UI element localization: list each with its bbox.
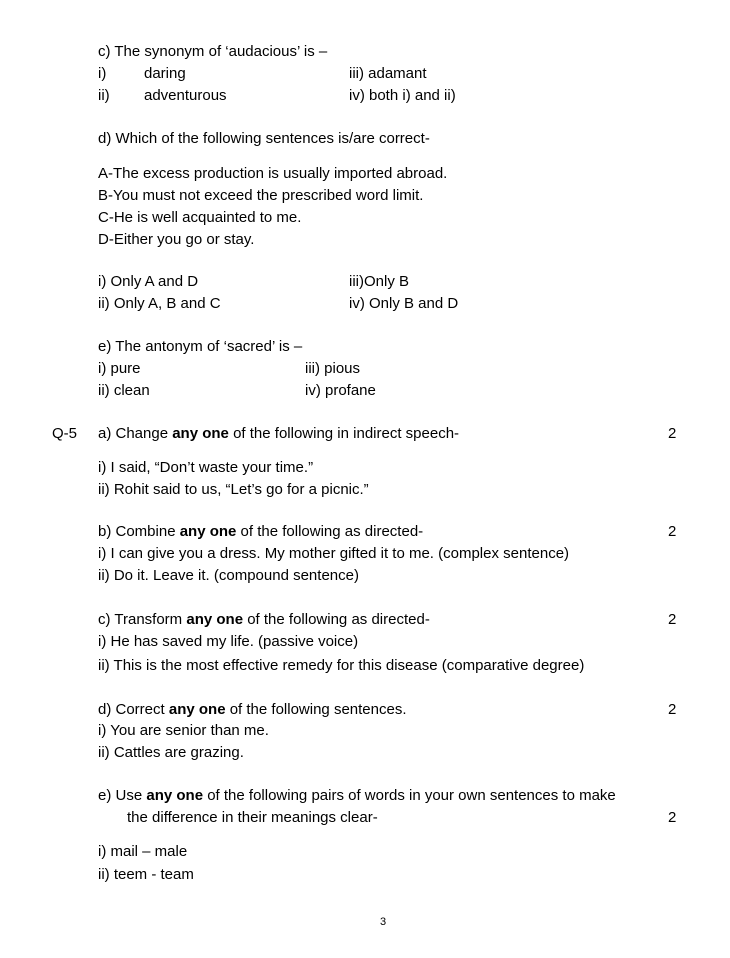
option-iii: iii) adamant <box>349 65 427 82</box>
q5e-marks: 2 <box>668 809 677 826</box>
q5b-item-ii: ii) Do it. Leave it. (compound sentence) <box>98 567 359 584</box>
q5b-marks: 2 <box>668 523 677 540</box>
option-ii-text: adventurous <box>144 87 227 104</box>
question-c-title: c) The synonym of ‘audacious’ is – <box>98 43 328 60</box>
sentence-b: B-You must not exceed the prescribed word limit. <box>98 187 424 204</box>
option-ii-number: ii) <box>98 87 110 104</box>
sentence-c: C-He is well acquainted to me. <box>98 209 302 226</box>
q5c-marks: 2 <box>668 611 677 628</box>
option-i: i) Only A and D <box>98 273 199 290</box>
q5e-item-i: i) mail – male <box>98 843 188 860</box>
q5c-item-i: i) He has saved my life. (passive voice) <box>98 633 359 650</box>
option-iv: iv) profane <box>305 382 376 399</box>
sentence-a: A-The excess production is usually imported abroad. <box>98 165 448 182</box>
q5d-item-ii: ii) Cattles are grazing. <box>98 744 244 761</box>
option-i: i) pure <box>98 360 141 377</box>
option-i-number: i) <box>98 65 107 82</box>
option-iii: iii)Only B <box>349 273 410 290</box>
q5c-instruction: c) Transform any one of the following as directed- <box>98 611 430 628</box>
q5d-instruction: d) Correct any one of the following sentences. <box>98 701 407 718</box>
q5a-instruction: a) Change any one of the following in indirect speech- <box>98 425 460 442</box>
q5c-item-ii: ii) This is the most effective remedy for this disease (comparative degree) <box>98 657 585 674</box>
question-5-label: Q-5 <box>52 425 78 442</box>
q5d-item-i: i) You are senior than me. <box>98 722 269 739</box>
page-number: 3 <box>380 916 387 928</box>
q5b-item-i: i) I can give you a dress. My mother gifted it to me. (complex sentence) <box>98 545 570 562</box>
option-iii: iii) pious <box>305 360 361 377</box>
question-e-title: e) The antonym of ‘sacred’ is – <box>98 338 303 355</box>
q5d-marks: 2 <box>668 701 677 718</box>
q5e-instruction-line2: the difference in their meanings clear- <box>127 809 378 826</box>
q5e-instruction: e) Use any one of the following pairs of words in your own sentences to make <box>98 787 616 804</box>
option-iv: iv) both i) and ii) <box>349 87 456 104</box>
option-ii: ii) Only A, B and C <box>98 295 221 312</box>
option-i-text: daring <box>144 65 186 82</box>
q5b-instruction: b) Combine any one of the following as directed- <box>98 523 424 540</box>
sentence-d: D-Either you go or stay. <box>98 231 255 248</box>
q5e-item-ii: ii) teem - team <box>98 866 194 883</box>
question-d-title: d) Which of the following sentences is/are correct- <box>98 130 430 147</box>
option-iv: iv) Only B and D <box>349 295 459 312</box>
q5a-item-i: i) I said, “Don’t waste your time.” <box>98 459 314 476</box>
option-ii: ii) clean <box>98 382 150 399</box>
q5a-item-ii: ii) Rohit said to us, “Let’s go for a picnic.” <box>98 481 369 498</box>
q5a-marks: 2 <box>668 425 677 442</box>
